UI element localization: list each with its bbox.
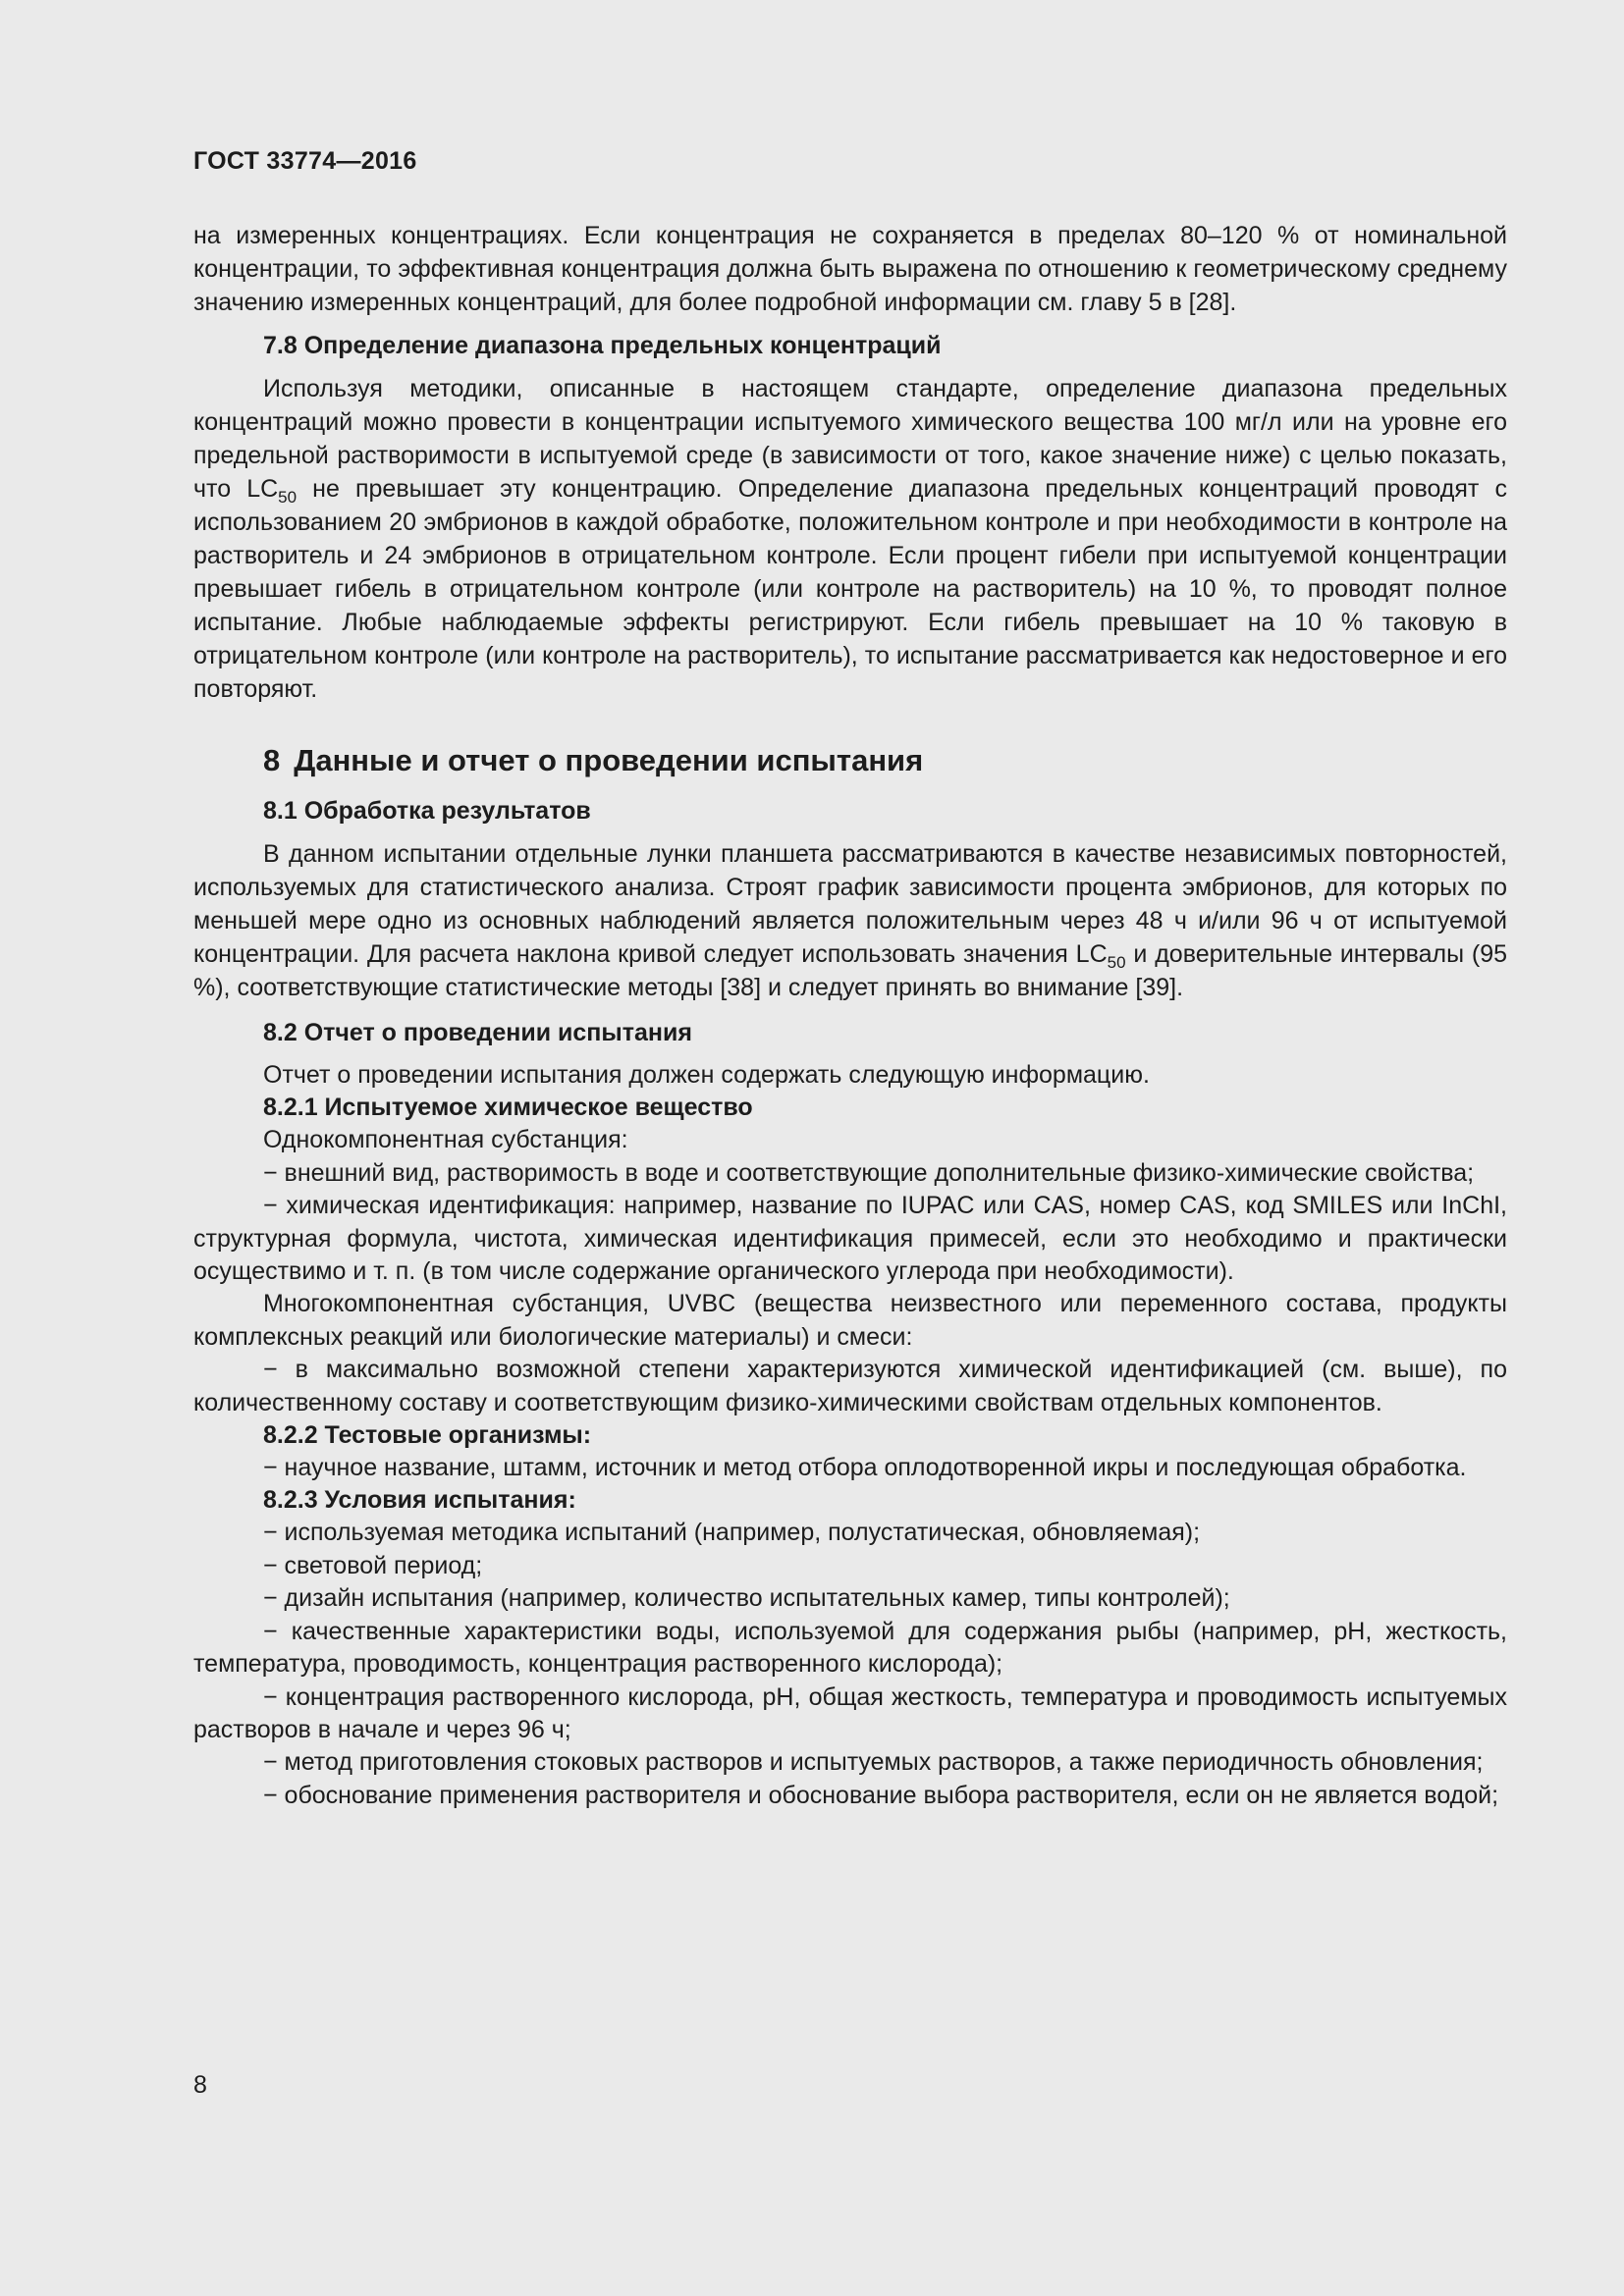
section-8-2-1-heading: 8.2.1 Испытуемое химическое вещество	[263, 1094, 753, 1122]
list-item: − дизайн испытания (например, количество испытательных камер, типы контролей);	[263, 1584, 1230, 1613]
section-title: Данные и отчет о проведении испытания	[294, 743, 924, 777]
section-7-8-heading: 7.8 Определение диапазона предельных концентраций	[263, 332, 942, 359]
section-number: 8	[263, 743, 281, 777]
multi-component-label: Многокомпонентная субстанция, UVBC (вещества неизвестного или переменного состава, продукты комплексных реакций или биологические материалы) и смеси:	[193, 1290, 1507, 1351]
document-header: ГОСТ 33774—2016	[193, 147, 417, 175]
intro-paragraph: на измеренных концентрациях. Если концентрация не сохраняется в пределах 80–120 % от номинальной концентрации, то эффективная концентрация должна быть выражена по отношению к геометрическому среднему значению измеренных концентраций, для более подробной информации см. главу 5 в [28].	[193, 222, 1507, 316]
paragraph-text: и доверительные интервалы (95 %), соответствующие статистические методы [38] и следует принять во внимание [39].	[193, 940, 1508, 1001]
list-item: − метод приготовления стоковых растворов и испытуемых растворов, а также периодичность обновления;	[263, 1748, 1484, 1777]
section-8-2-heading: 8.2 Отчет о проведении испытания	[263, 1019, 692, 1046]
paragraph-text: не превышает эту концентрацию. Определение диапазона предельных концентраций проводят с использованием 20 эмбрионов в каждой обработке, положительном контроле и при необходимости в контроле на растворитель и 24 эмбрионов в отрицательном контроле. Если процент гибели при испытуемой концентрации превышает гибель в отрицательном контроле (или контроле на растворитель) на 10 %, то проводят полное испытание. Любые наблюдаемые эффекты регистрируют. Если гибель превышает на 10 % таковую в отрицательном контроле (или контроле на растворитель), то испытание рассматривается как недостоверное и его повторяют.	[193, 475, 1507, 703]
list-item: − химическая идентификация: например, название по IUPAC или CAS, номер CAS, код SMILES или InChI, структурная формула, чистота, химическая идентификация примесей, если это необходимо и практически осуществимо и т. п. (в том числе содержание органического углерода при необходимости).	[193, 1192, 1507, 1286]
list-item: − научное название, штамм, источник и метод отбора оплодотворенной икры и последующая обработка.	[263, 1454, 1467, 1482]
list-item: − качественные характеристики воды, используемой для содержания рыбы (например, pH, жесткость, температура, проводимость, концентрация растворенного кислорода);	[193, 1617, 1507, 1679]
subscript: 50	[278, 488, 298, 507]
list-item: − световой период;	[263, 1551, 483, 1579]
list-item: − в максимально возможной степени характеризуются химической идентификацией (см. выше), по количественному составу и соответствующим физико-химическими свойствам отдельных компонентов.	[193, 1356, 1507, 1416]
section-8-1-paragraph	[193, 837, 1507, 1004]
section-8-2-3-heading: 8.2.3 Условия испытания:	[263, 1486, 576, 1515]
report-contents	[193, 1059, 1507, 1812]
paragraph-text: Используя методики, описанные в настоящем стандарте, определение диапазона предельных концентраций можно провести в концентрации испытуемого химического вещества 100 мг/л или на уровне его предельной растворимости в испытуемой среде (в зависимости от того, какое значение ниже) с целью показать, что LC	[193, 375, 1507, 503]
section-8-1-heading: 8.1 Обработка результатов	[263, 797, 591, 825]
subscript: 50	[1107, 953, 1126, 972]
section-8-heading	[263, 741, 1507, 780]
section-8-2-2-heading: 8.2.2 Тестовые организмы:	[263, 1421, 592, 1450]
list-item: − обоснование применения растворителя и обоснование выбора растворителя, если он не является водой;	[263, 1781, 1499, 1809]
report-intro: Отчет о проведении испытания должен содержать следующую информацию.	[263, 1061, 1150, 1089]
mono-component-label: Однокомпонентная субстанция:	[263, 1126, 628, 1154]
section-7-8-paragraph	[193, 372, 1507, 706]
paragraph-text: В данном испытании отдельные лунки планшета рассматриваются в качестве независимых повторностей, используемых для статистического анализа. Строят график зависимости процента эмбрионов, для которых по меньшей мере одно из основных наблюдений является положительным через 48 ч и/или 96 ч от испытуемой концентрации. Для расчета наклона кривой следует использовать значения LC	[193, 840, 1507, 968]
page-number: 8	[193, 2071, 207, 2099]
list-item: − внешний вид, растворимость в воде и соответствующие дополнительные физико-химические свойства;	[263, 1158, 1475, 1187]
list-item: − используемая методика испытаний (например, полустатическая, обновляемая);	[263, 1519, 1201, 1547]
document-page	[193, 147, 1507, 1812]
list-item: − концентрация растворенного кислорода, pH, общая жесткость, температура и проводимость испытуемых растворов в начале и через 96 ч;	[193, 1682, 1507, 1743]
